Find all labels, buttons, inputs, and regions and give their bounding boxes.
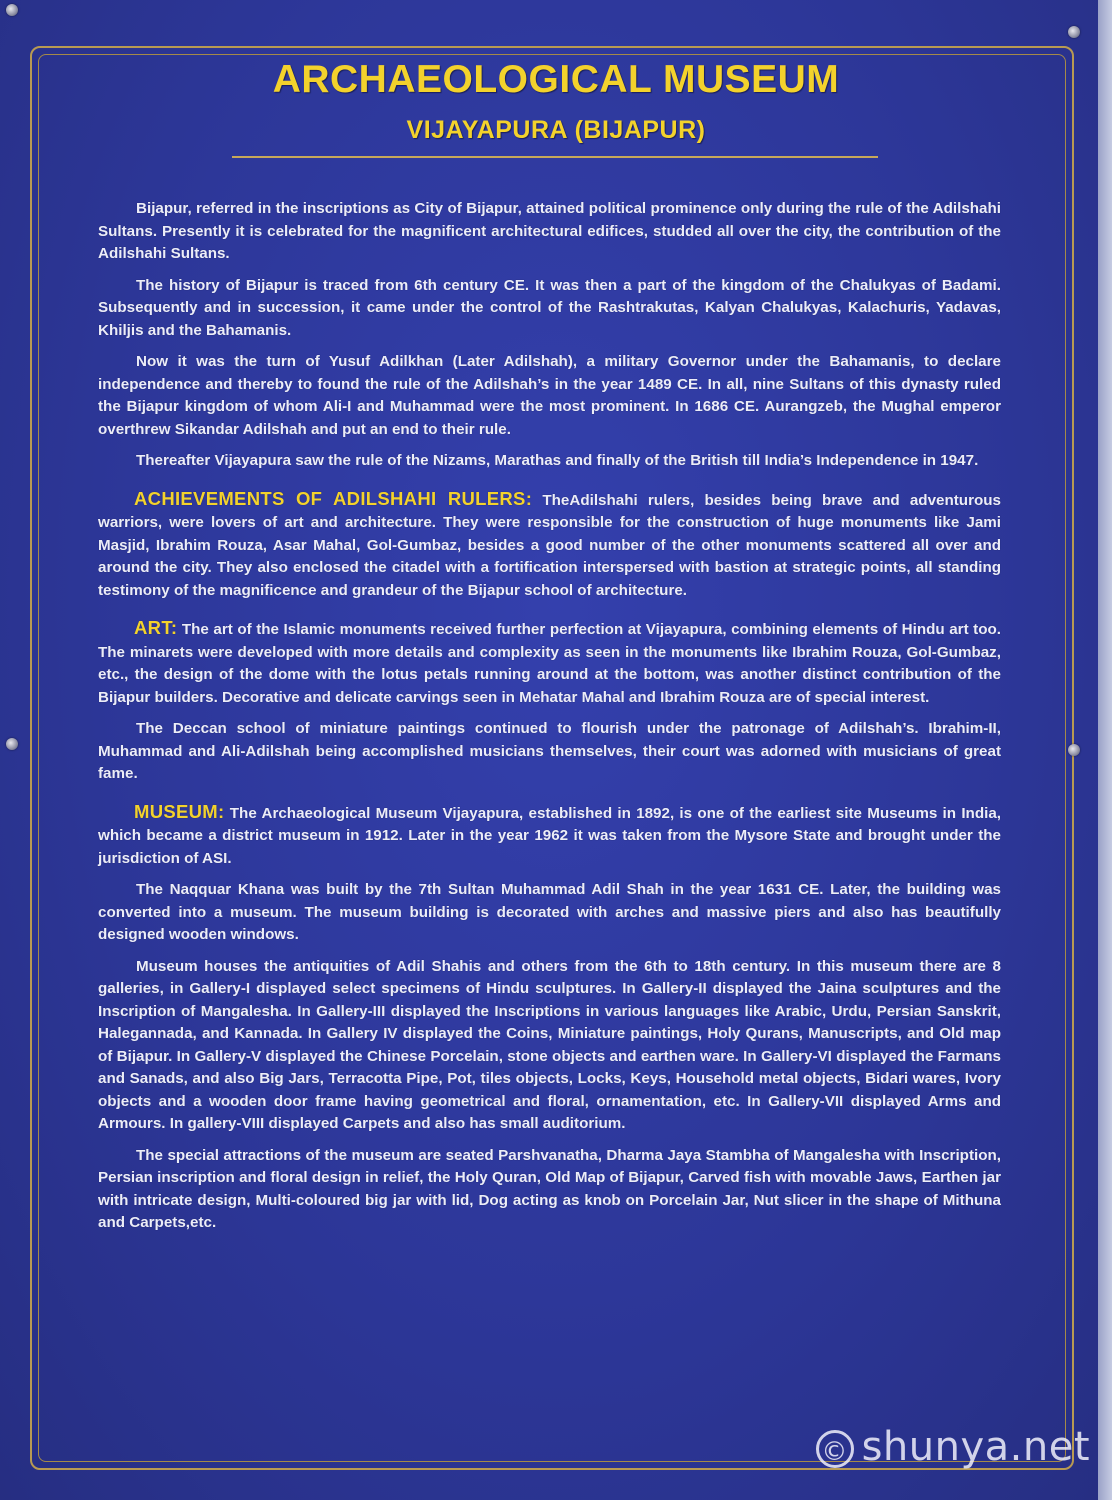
heading-art: ART: bbox=[134, 617, 178, 638]
board-title: ARCHAEOLOGICAL MUSEUM bbox=[272, 58, 840, 101]
text-museum: The Archaeological Museum Vijayapura, established in 1892, is one of the earliest site Museums in India, which became a district museum in 1912. Later in the year 1962 it was taken from the Mysore State and brought under the jurisdiction of ASI. bbox=[98, 804, 1001, 867]
paragraph-intro: Bijapur, referred in the inscriptions as City of Bijapur, attained political prominence only during the rule of the Adilshahi Sultans. Presently it is celebrated for the magnificent architectural edifices, studded all over the city, the contribution of the Adilshahi Sultans. bbox=[98, 200, 1001, 262]
paragraph-adilshah: Now it was the turn of Yusuf Adilkhan (Later Adilshah), a military Governor under the Bahamanis, to declare independence and thereby to found the rule of the Adilshah’s in the year 1489 CE. In all, nine Sultans of this dynasty ruled the Bijapur kingdom of whom Ali-I and Muhammad were the most prominent. In 1686 CE. Aurangzeb, the Mughal emperor overthrew Sikandar Adilshah and put an end to their rule. bbox=[98, 353, 1001, 438]
section-museum bbox=[98, 801, 1001, 871]
heading-museum: MUSEUM: bbox=[134, 800, 225, 822]
text-achievements: TheAdilshahi rulers, besides being brave and adventurous warriors, were lovers of art and architecture. They were responsible for the construction of huge monuments like Jami Masjid, Ibrahim Rouza, Asar Mahal, Gol-Gumbaz, besides a good number of the other monuments scattered all over and around the city. They also enclosed the citadel with a fortification interspersed with bastion at strategic points, all standing testimony of the magnificence and grandeur of the Bijapur school of architecture. bbox=[98, 491, 1001, 599]
paragraph-attractions: The special attractions of the museum are seated Parshvanatha, Dharma Jaya Stambha of Mangalesha with Inscription, Persian inscription and floral design in relief, the Holy Quran, Old Map of Bijapur, Carved fish with movable Jaws, Earthen jar with intricate design, Multi-coloured big jar with lid, Dog acting as knob on Porcelain Jar, Nut slicer in the shape of Mithuna and Carpets,etc. bbox=[98, 1146, 1001, 1231]
paragraph-naqquar-khana: The Naqquar Khana was built by the 7th Sultan Muhammad Adil Shah in the year 1631 CE. Later, the building was converted into a museum. The museum building is decorated with arches and massive piers and also has beautifully designed wooden windows. bbox=[98, 881, 1001, 943]
heading-achievements: ACHIEVEMENTS OF ADILSHAHI RULERS: bbox=[134, 487, 533, 509]
paragraph-miniature: The Deccan school of miniature paintings continued to flourish under the patronage of Adilshah’s. Ibrahim-II, Muhammad and Ali-Adilshah being accomplished musicians themselves, their court was adorned with musicians of great fame. bbox=[98, 720, 1001, 782]
board-text bbox=[98, 198, 1001, 1244]
copyright-icon: © bbox=[816, 1430, 854, 1468]
watermark bbox=[816, 1424, 1090, 1470]
title-divider bbox=[232, 156, 878, 158]
wall-edge bbox=[1098, 0, 1112, 1500]
screw-mid-right bbox=[1068, 744, 1080, 756]
watermark-text: shunya.net bbox=[861, 1424, 1090, 1470]
screw-top-right bbox=[1068, 26, 1080, 38]
board-subtitle: VIJAYAPURA (BIJAPUR) bbox=[406, 116, 706, 144]
paragraph-later-rule: Thereafter Vijayapura saw the rule of the Nizams, Marathas and finally of the British till India’s Independence in 1947. bbox=[136, 452, 979, 469]
section-art bbox=[98, 617, 1001, 709]
screw-mid-left bbox=[6, 738, 18, 750]
paragraph-galleries: Museum houses the antiquities of Adil Shahis and others from the 6th to 18th century. In this museum there are 8 galleries, in Gallery-I displayed select specimens of Hindu sculptures. In Gallery-II displayed the Jaina sculptures and the Inscription of Mangalesha. In Gallery-III displayed the Inscriptions in various languages like Arabic, Urdu, Persian Sanskrit, Halegannada, and Kannada. In Gallery IV displayed the Coins, Miniature paintings, Holy Qurans, Manuscripts, and Old map of Bijapur. In Gallery-V displayed the Chinese Porcelain, stone objects and earthen ware. In Gallery-VI displayed the Farmans and Sanads, and also Big Jars, Terracotta Pipe, Pot, tiles objects, Locks, Keys, Household metal objects, Bidari wares, Ivory objects and a wooden door frame having geometrical and floral, ornamentation, etc. In Gallery-VII displayed Arms and Armours. In gallery-VIII displayed Carpets and also has small auditorium. bbox=[98, 957, 1001, 1132]
screw-top-left bbox=[6, 4, 18, 16]
paragraph-history: The history of Bijapur is traced from 6th century CE. It was then a part of the kingdom of the Chalukyas of Badami. Subsequently and in succession, it came under the control of the Rashtrakutas, Kalyan Chalukyas, Kalachuris, Yadavas, Khiljis and the Bahamanis. bbox=[98, 276, 1001, 339]
section-achievements bbox=[98, 488, 1001, 603]
text-art: The art of the Islamic monuments received further perfection at Vijayapura, combining elements of Hindu art too. The minarets were developed with more details and complexity as seen in the monuments like Ibrahim Rouza, Gol-Gumbaz, etc., the design of the dome with the lotus petals running around at the bottom, was another distinct contribution of the Bijapur builders. Decorative and delicate carvings seen in Mehatar Mahal and Ibrahim Rouza are of special interest. bbox=[98, 621, 1001, 706]
